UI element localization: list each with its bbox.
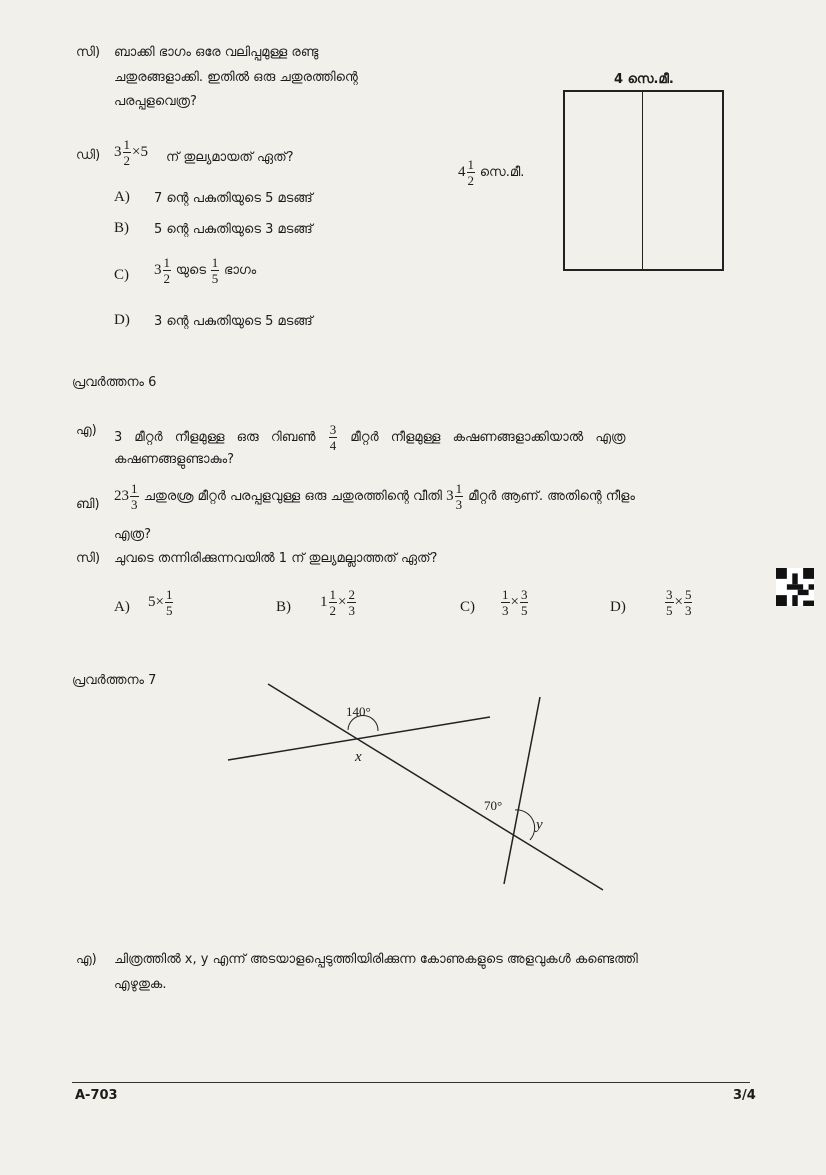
q6b-label: ബി) (76, 497, 100, 512)
option-label: D) (610, 599, 626, 615)
text: ഭാഗം (223, 262, 257, 278)
denominator: 4 (329, 438, 337, 453)
text: മീറ്റർ നീളമുള്ള കഷണങ്ങളാക്കിയാൽ എത്ര (350, 430, 626, 445)
option-d-expression: $\frac{3}{5}$ × $\frac{5}{3}$ (666, 587, 692, 618)
whole: 3 (446, 488, 454, 504)
activity6-title: പ്രവർത്തനം 6 (72, 375, 157, 390)
q6c-text: ചുവടെ തന്നിരിക്കുന്നവയിൽ 1 ന് തുല്യമല്ലാത്തത് ഏത്? (114, 551, 438, 566)
numerator: 1 (211, 255, 219, 270)
whole: 3 (154, 261, 162, 278)
numerator: 5 (684, 587, 692, 602)
option-label: C) (460, 599, 475, 615)
denominator: 3 (455, 497, 463, 512)
numerator: 3 (329, 422, 337, 437)
option-label: B) (114, 220, 129, 236)
numerator: 1 (123, 137, 130, 152)
denominator: 3 (348, 603, 355, 618)
denominator: 3 (131, 497, 138, 512)
whole: 1 (320, 593, 328, 610)
denominator: 5 (520, 603, 528, 618)
unit: സെ.മീ. (479, 164, 525, 180)
option-label: C) (114, 267, 129, 283)
option-c-expression: $\frac{1}{3}$ × $\frac{3}{5}$ (502, 587, 528, 618)
page-number: 3/4 (733, 1088, 756, 1103)
q5c-line: ബാക്കി ഭാഗം ഒരേ വലിപ്പമുള്ള രണ്ടു (114, 45, 319, 60)
text: മീറ്റർ ആണ്. അതിന്റെ നീളം (468, 489, 635, 504)
line-2 (504, 697, 540, 884)
numerator: 1 (163, 255, 170, 270)
q6c-label: സി) (76, 551, 101, 566)
angle-140-label: 140° (346, 704, 371, 719)
q5d-text: ന് തുല്യമായത് ഏത്? (166, 150, 294, 165)
paper-code: A-703 (75, 1088, 118, 1103)
option-text: 3 ന്റെ പകുതിയുടെ 5 മടങ്ങ് (154, 314, 313, 329)
denominator: 2 (329, 603, 336, 618)
numerator: 1 (502, 587, 509, 602)
denominator: 2 (123, 153, 130, 168)
option-label: A) (114, 189, 130, 205)
option-label: D) (114, 312, 130, 328)
angle-x-label: x (355, 749, 362, 765)
text: യുടെ (175, 262, 206, 278)
text: 3 മീറ്റർ നീളമുള്ള ഒരു റിബൺ (114, 430, 316, 445)
q5c-line: പരപ്പളവെത്ര? (114, 94, 197, 109)
q7a-line1: ചിത്രത്തിൽ x, y എന്ന് അടയാളപ്പെടുത്തിയിരിക്കുന്ന കോണുകളുടെ അളവുകൾ കണ്ടെത്തി (114, 952, 638, 967)
q6b-line2: എത്ര? (114, 527, 151, 542)
footer-rule (72, 1082, 750, 1083)
denominator: 5 (666, 603, 673, 618)
denominator: 5 (211, 271, 219, 286)
numerator: 1 (467, 157, 474, 172)
angle-y-label: y (536, 817, 543, 833)
option-label: A) (114, 599, 130, 615)
text: ചതുരശ്ര മീറ്റർ പരപ്പളവുള്ള ഒരു ചതുരത്തിന്റെ വീതി (143, 489, 442, 504)
whole: 4 (458, 163, 466, 180)
text: 5× (148, 593, 164, 610)
transversal-line (268, 684, 603, 890)
q7a-label: എ) (76, 952, 97, 967)
q7a-line2: എഴുതുക. (114, 977, 167, 992)
numerator: 1 (455, 481, 463, 496)
denominator: 2 (163, 271, 170, 286)
numerator: 1 (131, 481, 138, 496)
q5d-label: ഡി) (76, 148, 101, 163)
whole: 3 (114, 143, 122, 160)
q6a-label: എ) (76, 423, 97, 438)
whole: 23 (114, 488, 129, 504)
q5c-line: ചതുരങ്ങളാക്കി. ഇതിൽ ഒരു ചതുരത്തിന്റെ (114, 70, 358, 85)
option-text: 5 ന്റെ പകുതിയുടെ 3 മടങ്ങ് (154, 222, 313, 237)
denominator: 2 (467, 173, 474, 188)
option-b-expression: 1 $\frac{1}{2}$ × $\frac{2}{3}$ (320, 587, 355, 618)
times: ×5 (132, 143, 148, 160)
q5c-label: സി) (76, 45, 101, 60)
option-label: B) (276, 599, 291, 615)
denominator: 3 (684, 603, 692, 618)
activity7-title: പ്രവർത്തനം 7 (72, 673, 157, 688)
q6a-line2: കഷണങ്ങളുണ്ടാകും? (114, 452, 235, 467)
width-label: 4 സെ.മീ. (614, 72, 674, 87)
numerator: 1 (165, 587, 173, 602)
numerator: 1 (329, 587, 336, 602)
option-text: 7 ന്റെ പകുതിയുടെ 5 മടങ്ങ് (154, 191, 313, 206)
numerator: 3 (520, 587, 528, 602)
angle-70-label: 70° (484, 798, 503, 813)
numerator: 2 (348, 587, 355, 602)
denominator: 3 (502, 603, 509, 618)
denominator: 5 (165, 603, 173, 618)
numerator: 3 (666, 587, 673, 602)
